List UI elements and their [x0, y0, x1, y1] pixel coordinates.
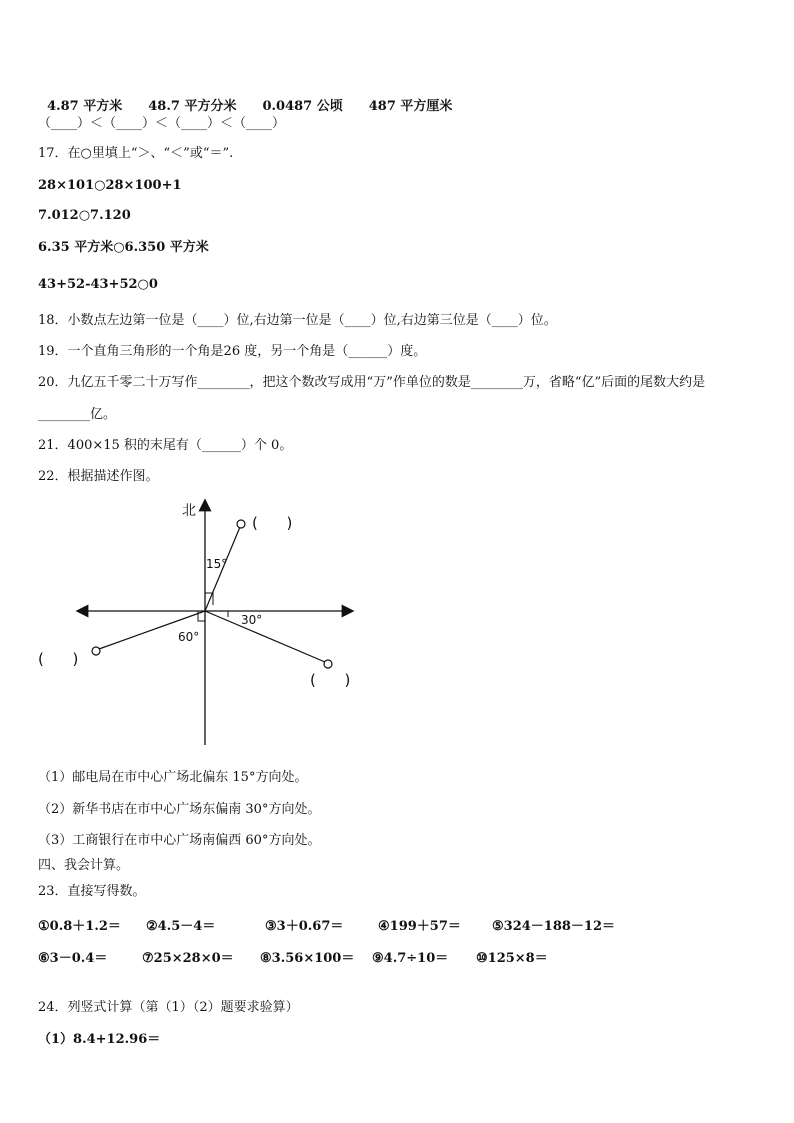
calc-3: ③3＋0.67＝ [265, 919, 344, 934]
calc-7: ⑦25×28×0＝ [142, 951, 234, 966]
ray-east-south-30 [205, 611, 325, 662]
direction-diagram [30, 495, 370, 750]
calc-6: ⑥3－0.4＝ [38, 951, 108, 966]
paren-post-office: ( ) [252, 514, 293, 532]
q24-sub-1: （1）8.4+12.96＝ [38, 1032, 161, 1047]
q17-row-4: 43+52-43+52○0 [38, 277, 158, 292]
q24-title: 24．列竖式计算（第（1）（2）题要求验算） [38, 1000, 299, 1015]
section-4-title: 四、我会计算。 [38, 858, 130, 873]
bank-point [92, 647, 100, 655]
order-line: （____）＜（____）＜（____）＜（____） [38, 116, 286, 131]
q22-desc-3: （3）工商银行在市中心广场南偏西 60°方向处。 [38, 833, 321, 848]
q17-row-1: 28×101○28×100+1 [38, 178, 182, 193]
q17-row-3: 6.35 平方米○6.350 平方米 [38, 240, 209, 255]
units-line [38, 83, 452, 115]
post-office-point [237, 520, 245, 528]
q23-title: 23．直接写得数。 [38, 884, 146, 899]
q22-desc-1: （1）邮电局在市中心广场北偏东 15°方向处。 [38, 770, 308, 785]
unit-c: 0.0487 公顷 [262, 99, 343, 114]
q22-desc-2: （2）新华书店在市中心广场东偏南 30°方向处。 [38, 802, 321, 817]
calc-8: ⑧3.56×100＝ [260, 951, 355, 966]
angle-15-label: 15° [206, 557, 228, 571]
angle-30-label: 30° [241, 613, 263, 627]
calc-9: ⑨4.7÷10＝ [372, 951, 449, 966]
q21: 21．400×15 积的末尾有（______）个 0。 [38, 438, 293, 453]
q17-title: 17．在○里填上“＞、“＜”或“＝”. [38, 146, 234, 161]
angle-60-label: 60° [178, 630, 200, 644]
north-label: 北 [182, 503, 196, 519]
q20-line-1: 20．九亿五千零二十万写作________，把这个数改写成用“万”作单位的数是________万，省略“亿”后面的尾数大约是 [38, 375, 706, 390]
calc-1: ①0.8＋1.2＝ [38, 919, 121, 934]
bookstore-point [324, 660, 332, 668]
paren-bookstore: ( ) [310, 671, 351, 689]
q17-row-2: 7.012○7.120 [38, 208, 131, 223]
unit-a: 4.87 平方米 [47, 99, 123, 114]
unit-b: 48.7 平方分米 [148, 99, 237, 114]
calc-4: ④199＋57＝ [378, 919, 461, 934]
unit-d: 487 平方厘米 [368, 99, 453, 114]
calc-10: ⑩125×8＝ [476, 951, 548, 966]
calc-5: ⑤324－188－12＝ [492, 919, 616, 934]
q20-line-2: ________亿。 [38, 407, 117, 422]
q19: 19．一个直角三角形的一个角是26 度，另一个角是（______）度。 [38, 344, 427, 359]
q18: 18．小数点左边第一位是（____）位,右边第一位是（____）位,右边第三位是（____）位。 [38, 313, 557, 328]
paren-bank: ( ) [38, 650, 79, 668]
calc-2: ②4.5－4＝ [146, 919, 216, 934]
q22-title: 22．根据描述作图。 [38, 469, 159, 484]
